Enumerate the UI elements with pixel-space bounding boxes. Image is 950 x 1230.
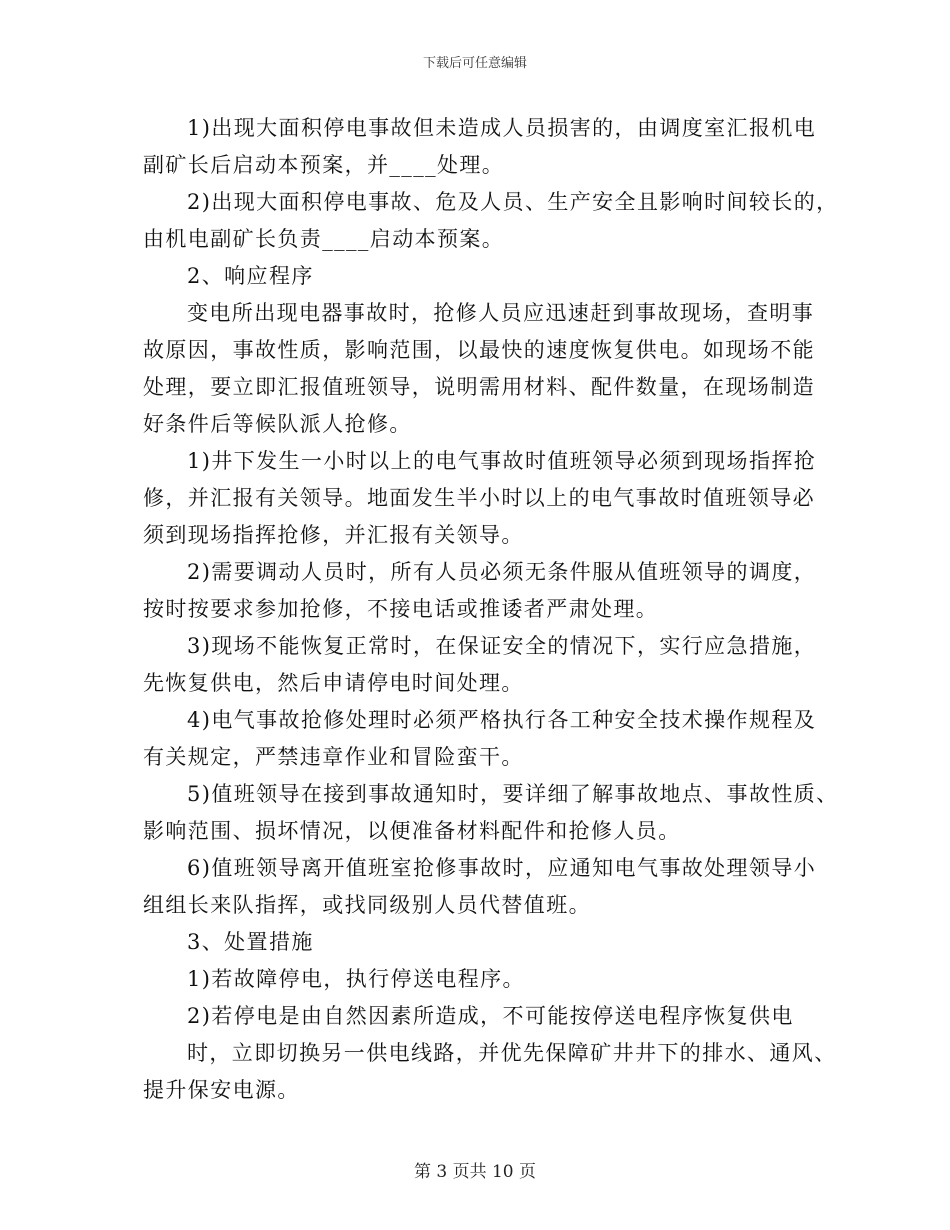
paragraph-line: 2)若停电是由自然因素所造成，不可能按停送电程序恢复供电 <box>187 1004 794 1028</box>
paragraph-line: 提升保安电源。 <box>143 1078 300 1102</box>
paragraph-line: 由机电副矿长负责____启动本预案。 <box>143 227 505 251</box>
section-heading: 2、响应程序 <box>187 264 314 288</box>
paragraph-line: 2)需要调动人员时，所有人员必须无条件服从值班领导的调度， <box>187 560 817 584</box>
paragraph-line: 先恢复供电，然后申请停电时间处理。 <box>143 671 524 695</box>
paragraph-line: 变电所出现电器事故时，抢修人员应迅速赶到事故现场，查明事 <box>187 301 815 325</box>
paragraph-line: 须到现场指挥抢修，并汇报有关领导。 <box>143 523 524 547</box>
paragraph-line: 副矿长后启动本预案，并____处理。 <box>143 153 505 177</box>
paragraph-line: 4)电气事故抢修处理时必须严格执行各工种安全技术操作规程及 <box>187 708 817 732</box>
paragraph-line: 组组长来队指挥，或找同级别人员代替值班。 <box>143 893 591 917</box>
paragraph-line: 处理，要立即汇报值班领导，说明需用材料、配件数量，在现场制造 <box>143 375 815 399</box>
paragraph-line: 1)井下发生一小时以上的电气事故时值班领导必须到现场指挥抢 <box>187 449 817 473</box>
page-footer: 第 3 页共 10 页 <box>413 1162 537 1182</box>
page-header: 下载后可任意编辑 <box>422 56 527 71</box>
paragraph-line: 5)值班领导在接到事故通知时，要详细了解事故地点、事故性质、 <box>187 782 839 806</box>
paragraph-line: 好条件后等候队派人抢修。 <box>143 412 412 436</box>
paragraph-line: 修，并汇报有关领导。地面发生半小时以上的电气事故时值班领导必 <box>143 486 815 510</box>
paragraph-line: 时，立即切换另一供电线路，并优先保障矿井井下的排水、通风、 <box>187 1041 837 1065</box>
paragraph-line: 1)若故障停电，执行停送电程序。 <box>187 967 525 991</box>
section-heading: 3、处置措施 <box>187 930 314 954</box>
paragraph-line: 3)现场不能恢复正常时，在保证安全的情况下，实行应急措施， <box>187 634 817 658</box>
paragraph-line: 有关规定，严禁违章作业和冒险蛮干。 <box>143 745 524 769</box>
paragraph-line: 1)出现大面积停电事故但未造成人员损害的，由调度室汇报机电 <box>187 116 817 140</box>
paragraph-line: 按时按要求参加抢修，不接电话或推诿者严肃处理。 <box>143 597 659 621</box>
paragraph-line: 2)出现大面积停电事故、危及人员、生产安全且影响时间较长的， <box>187 190 839 214</box>
paragraph-line: 故原因，事故性质，影响范围，以最快的速度恢复供电。如现场不能 <box>143 338 815 362</box>
paragraph-line: 6)值班领导离开值班室抢修事故时，应通知电气事故处理领导小 <box>187 856 817 880</box>
paragraph-line: 影响范围、损坏情况，以便准备材料配件和抢修人员。 <box>143 819 681 843</box>
